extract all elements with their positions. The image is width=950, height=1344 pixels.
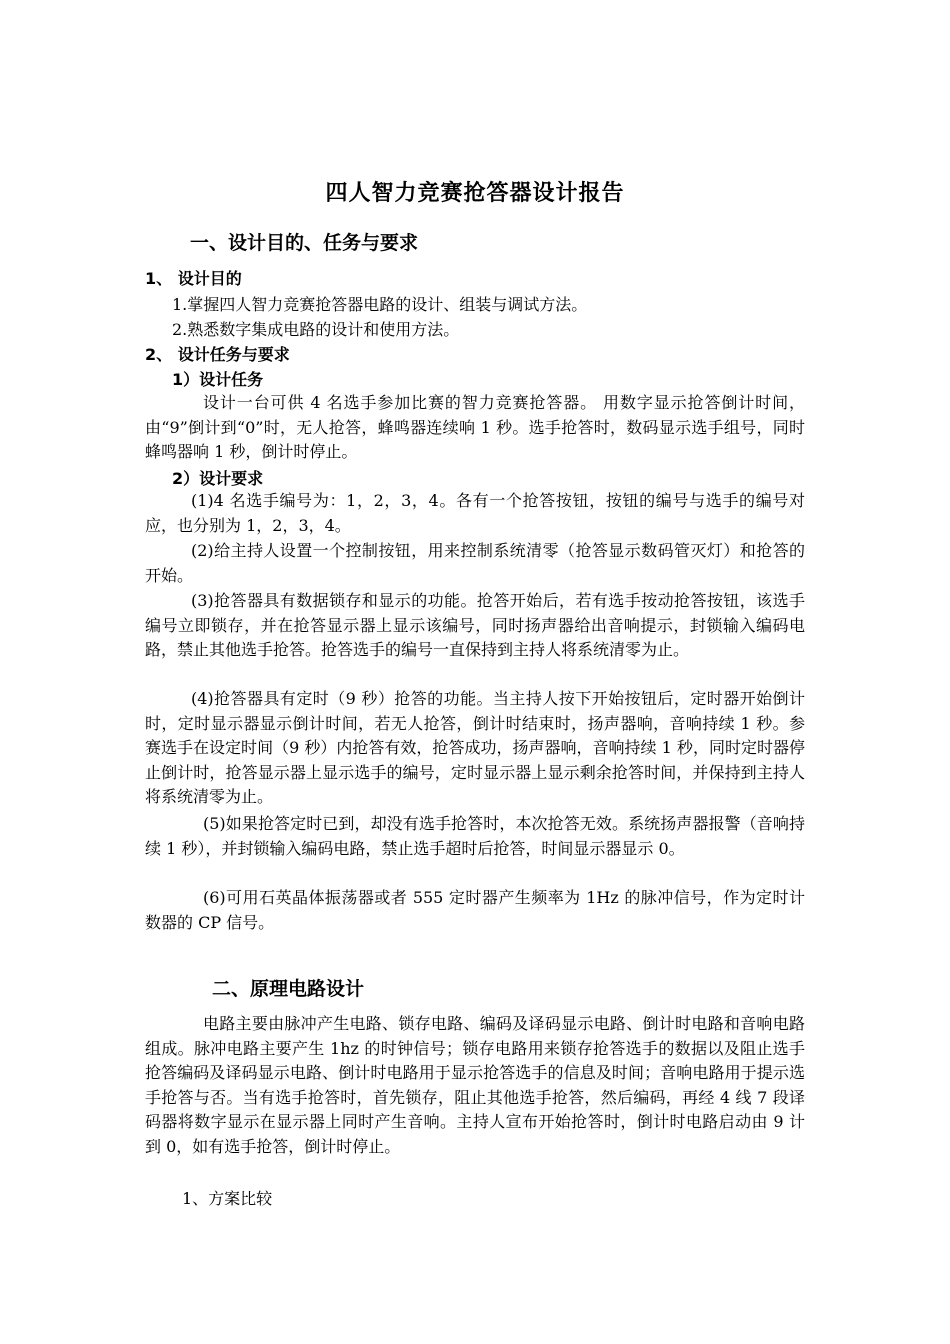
principle-paragraph [145, 1012, 805, 1159]
purpose-item-1: 1.掌握四人智力竞赛抢答器电路的设计、组装与调试方法。 [172, 295, 588, 314]
design-purpose-heading: 1、 设计目的 [145, 269, 242, 288]
task-requirements-heading: 2、 设计任务与要求 [145, 345, 290, 364]
design-task-text: 设计一台可供 4 名选手参加比赛的智力竞赛抢答器。 用数字显示抢答倒计时间，由“9”倒计到“0”时，无人抢答，蜂鸣器连续响 1 秒。选手抢答时，数码显示选手组号，同时蜂鸣器响 1 秒，倒计时停止。 [145, 393, 805, 461]
requirement-6: (6)可用石英晶体振荡器或者 555 定时器产生频率为 1Hz 的脉冲信号，作为定时计数器的 CP 信号。 [145, 888, 805, 932]
section2-heading: 二、原理电路设计 [212, 978, 365, 1000]
design-task-heading: 1）设计任务 [172, 370, 264, 389]
document-title: 四人智力竞赛抢答器设计报告 [325, 181, 625, 206]
purpose-item-2: 2.熟悉数字集成电路的设计和使用方法。 [172, 320, 460, 339]
design-task-paragraph [145, 391, 805, 465]
design-requirements-heading: 2）设计要求 [172, 469, 264, 488]
requirement-4-paragraph [145, 687, 805, 810]
requirement-4: (4)抢答器具有定时（9 秒）抢答的功能。当主持人按下开始按钮后，定时器开始倒计时，定时显示器显示倒计时间，若无人抢答，倒计时结束时，扬声器响，音响持续 1 秒。参赛选手在设定时间（9 秒）内抢答有效，抢答成功，扬声器响，音响持续 1 秒，同时定时器停止倒计时，抢答显示器上显示选手的编号，定时显示器上显示剩余抢答时间，并保持到主持人将系统清零为止。 [145, 689, 805, 806]
requirement-3-paragraph [145, 589, 805, 663]
requirement-3: (3)抢答器具有数据锁存和显示的功能。抢答开始后，若有选手按动抢答按钮，该选手编号立即锁存，并在抢答显示器上显示该编号，同时扬声器给出音响提示，封锁输入编码电路，禁止其他选手抢答。抢答选手的编号一直保持到主持人将系统清零为止。 [145, 591, 805, 659]
principle-text: 电路主要由脉冲产生电路、锁存电路、编码及译码显示电路、倒计时电路和音响电路组成。脉冲电路主要产生 1hz 的时钟信号；锁存电路用来锁存抢答选手的数据以及阻止选手抢答编码及译码显示电路、倒计时电路用于显示抢答选手的信息及时间；音响电路用于提示选手抢答与否。当有选手抢答时，首先锁存，阻止其他选手抢答，然后编码，再经 4 线 7 段译码器将数字显示在显示器上同时产生音响。主持人宣布开始抢答时，倒计时电路启动由 9 计到 0，如有选手抢答，倒计时停止。 [145, 1014, 805, 1156]
requirement-6-paragraph [145, 886, 805, 935]
requirement-5: (5)如果抢答定时已到，却没有选手抢答时，本次抢答无效。系统扬声器报警（音响持续 1 秒），并封锁输入编码电路，禁止选手超时后抢答，时间显示器显示 0。 [145, 814, 805, 858]
section1-heading: 一、设计目的、任务与要求 [190, 232, 419, 254]
requirement-1-paragraph [145, 489, 805, 538]
requirement-2: (2)给主持人设置一个控制按钮，用来控制系统清零（抢答显示数码管灭灯）和抢答的开始。 [145, 541, 805, 585]
scheme-comparison-heading: 1、方案比较 [182, 1189, 273, 1208]
requirement-2-paragraph [145, 539, 805, 588]
requirement-1: (1)4 名选手编号为：1，2，3，4。各有一个抢答按钮，按钮的编号与选手的编号对应，也分别为 1，2，3，4。 [145, 491, 805, 535]
requirement-5-paragraph [145, 812, 805, 861]
